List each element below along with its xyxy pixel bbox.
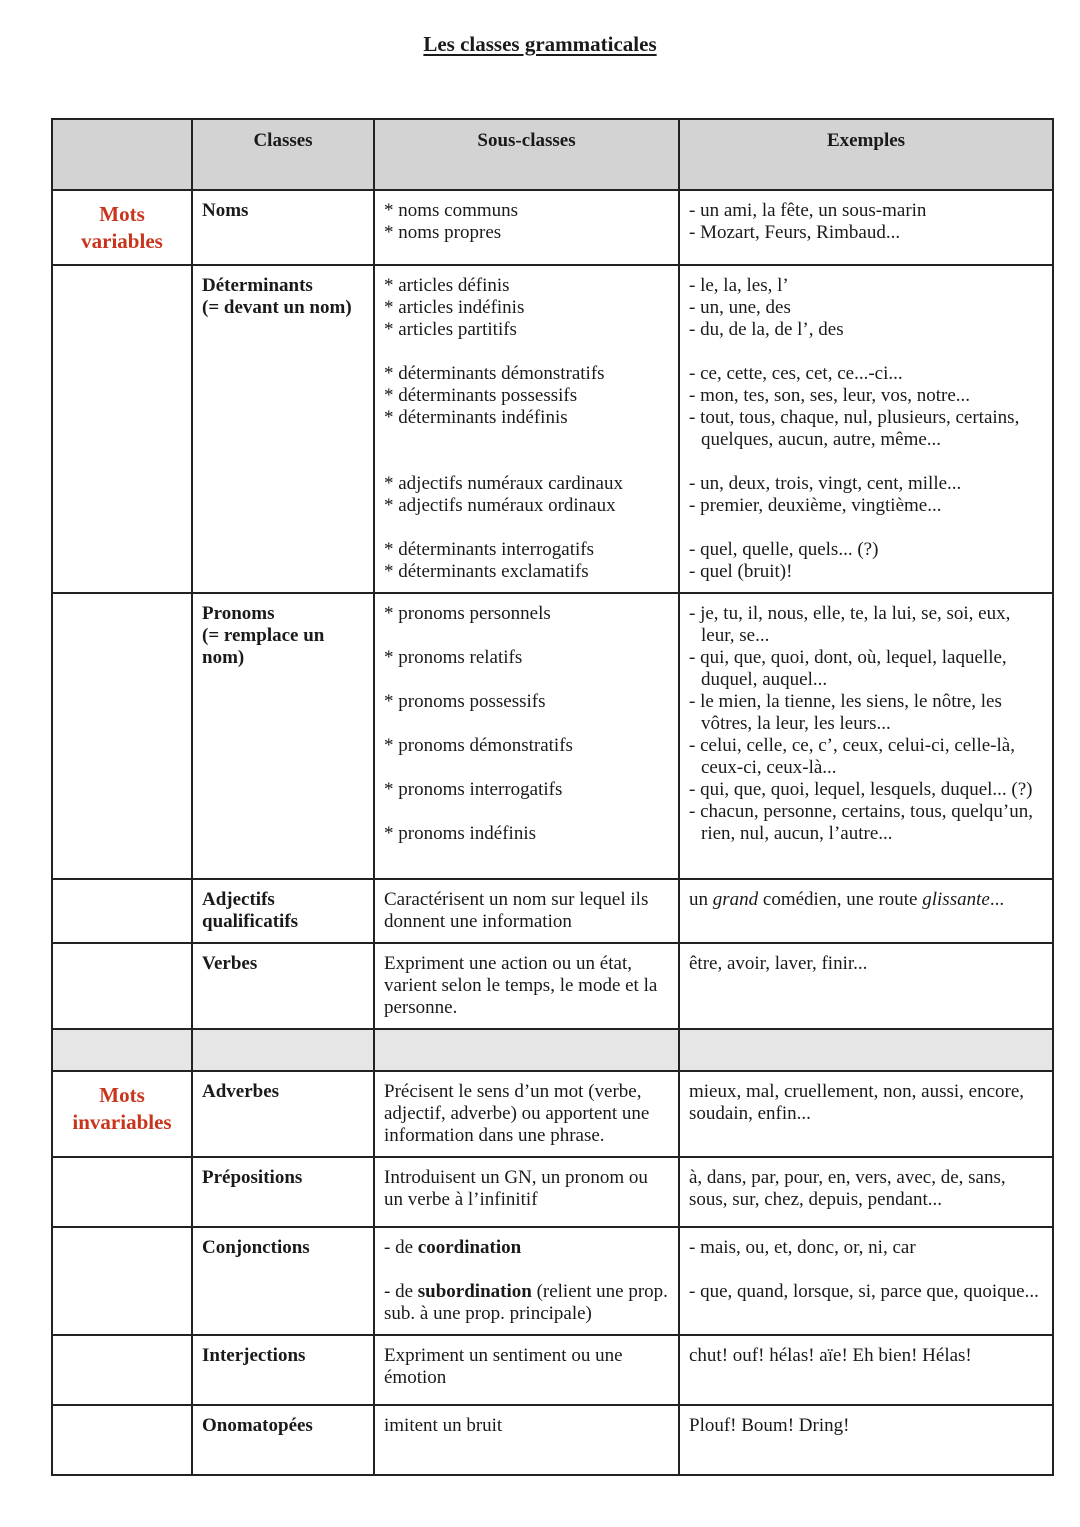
- list-item: * noms propres: [384, 222, 502, 243]
- category-cell-empty: [52, 1335, 192, 1405]
- list-item: - ce, cette, ces, cet, ce...-ci...: [689, 363, 903, 384]
- list-item: - un, une, des: [689, 297, 791, 318]
- class-adjectifs: [192, 879, 374, 943]
- subclass-group: [384, 539, 669, 583]
- class-label: Déterminants: [202, 275, 313, 296]
- subclasses-determinants: [374, 265, 679, 593]
- category-cell-empty: [52, 1227, 192, 1335]
- table-row: [52, 265, 1053, 593]
- class-label: qualificatifs: [202, 911, 299, 932]
- subclasses-pronoms: [374, 593, 679, 879]
- table-row: [52, 1157, 1053, 1227]
- class-noms: Noms: [192, 190, 374, 265]
- examples-pronoms: [679, 593, 1053, 879]
- class-label: Adjectifs: [202, 889, 275, 910]
- page-title: Les classes grammaticales: [423, 32, 657, 56]
- header-exemples: Exemples: [679, 119, 1053, 190]
- list-item: - quel (bruit)!: [689, 561, 793, 582]
- list-item: - que, quand, lorsque, si, parce que, quoique...: [689, 1281, 1039, 1302]
- subclass-detail: (relient une prop. sub. à une prop. principale): [384, 1281, 668, 1324]
- list-item: - un ami, la fête, un sous-marin: [689, 200, 927, 221]
- class-prepositions: Prépositions: [192, 1157, 374, 1227]
- examples-onomatopees: Plouf! Boum! Dring!: [679, 1405, 1053, 1475]
- class-note: (= remplace un: [202, 625, 325, 646]
- list-item: - le mien, la tienne, les siens, le nôtre, les vôtres, la leur, les leurs...: [689, 691, 1002, 734]
- example-text: un: [689, 889, 713, 910]
- header-sous-classes: Sous-classes: [374, 119, 679, 190]
- subclass-keyword: subordination: [417, 1281, 532, 1302]
- subclasses-adverbes: Précisent le sens d’un mot (verbe, adjectif, adverbe) ou apportent une information dans une phrase.: [374, 1071, 679, 1157]
- subclass-group: [384, 275, 669, 341]
- category-cell-empty: [52, 265, 192, 593]
- list-item: * adjectifs numéraux ordinaux: [384, 495, 616, 516]
- example-text: comédien, une route: [758, 889, 923, 910]
- header-category: [52, 119, 192, 190]
- subclass-keyword: coordination: [417, 1237, 522, 1258]
- list-item: * articles indéfinis: [384, 297, 525, 318]
- subclass-group: [384, 473, 669, 517]
- table-row: [52, 1405, 1053, 1475]
- category-invariables: Mots invariables: [52, 1071, 192, 1157]
- list-item: - quel, quelle, quels... (?): [689, 539, 879, 560]
- class-onomatopees: Onomatopées: [192, 1405, 374, 1475]
- list-item: * pronoms interrogatifs: [384, 779, 563, 800]
- section-separator: [52, 1029, 1053, 1071]
- example-group: [689, 363, 1043, 451]
- examples-adverbes: mieux, mal, cruellement, non, aussi, encore, soudain, enfin...: [679, 1071, 1053, 1157]
- subclasses-prepositions: Introduisent un GN, un pronom ou un verbe à l’infinitif: [374, 1157, 679, 1227]
- list-item: * articles partitifs: [384, 319, 517, 340]
- list-item: * pronoms personnels: [384, 603, 551, 624]
- example-text: ...: [989, 889, 1005, 910]
- list-item: * pronoms démonstratifs: [384, 735, 573, 756]
- class-note: nom): [202, 647, 245, 668]
- list-item: * noms communs: [384, 200, 519, 221]
- examples-conjonctions: [679, 1227, 1053, 1335]
- examples-prepositions: à, dans, par, pour, en, vers, avec, de, sans, sous, sur, chez, depuis, pendant...: [679, 1157, 1053, 1227]
- examples-noms: [679, 190, 1053, 265]
- examples-interjections: chut! ouf! hélas! aïe! Eh bien! Hélas!: [679, 1335, 1053, 1405]
- list-item: * pronoms indéfinis: [384, 823, 536, 844]
- subclasses-adjectifs: Caractérisent un nom sur lequel ils donnent une information: [374, 879, 679, 943]
- subclasses-verbes: Expriment une action ou un état, varient selon le temps, le mode et la personne.: [374, 943, 679, 1029]
- example-italic: grand: [712, 889, 759, 910]
- grammar-table: [51, 118, 1054, 1476]
- table-row: [52, 1071, 1053, 1157]
- list-item: - celui, celle, ce, c’, ceux, celui-ci, celle-là, ceux-ci, ceux-là...: [689, 735, 1015, 778]
- subclass-group: [384, 363, 669, 429]
- subclasses-conjonctions: [374, 1227, 679, 1335]
- examples-adjectifs: [679, 879, 1053, 943]
- example-group: [689, 539, 1043, 583]
- examples-verbes: être, avoir, laver, finir...: [679, 943, 1053, 1029]
- list-item: - je, tu, il, nous, elle, te, la lui, se, soi, eux, leur, se...: [689, 603, 1011, 646]
- list-item: * pronoms relatifs: [384, 647, 523, 668]
- subclass-prefix: - de: [384, 1281, 418, 1302]
- list-item: * pronoms possessifs: [384, 691, 546, 712]
- list-item: * adjectifs numéraux cardinaux: [384, 473, 623, 494]
- separator-cell: [52, 1029, 192, 1071]
- class-verbes: Verbes: [192, 943, 374, 1029]
- list-item: * déterminants exclamatifs: [384, 561, 589, 582]
- list-item: - mais, ou, et, donc, or, ni, car: [689, 1237, 916, 1258]
- category-cell-empty: [52, 943, 192, 1029]
- list-item: - qui, que, quoi, lequel, lesquels, duquel... (?): [689, 779, 1033, 800]
- list-item: - premier, deuxième, vingtième...: [689, 495, 942, 516]
- list-item: - le, la, les, l’: [689, 275, 789, 296]
- separator-cell: [192, 1029, 374, 1071]
- separator-cell: [679, 1029, 1053, 1071]
- table-row: [52, 593, 1053, 879]
- list-item: - tout, tous, chaque, nul, plusieurs, certains, quelques, aucun, autre, même...: [689, 407, 1020, 450]
- class-pronoms: [192, 593, 374, 879]
- subclasses-interjections: Expriment un sentiment ou une émotion: [374, 1335, 679, 1405]
- list-item: - un, deux, trois, vingt, cent, mille...: [689, 473, 962, 494]
- class-note: (= devant un nom): [202, 297, 352, 318]
- category-cell-empty: [52, 1157, 192, 1227]
- list-item: * déterminants indéfinis: [384, 407, 568, 428]
- table-row: [52, 879, 1053, 943]
- example-group: [689, 473, 1043, 517]
- list-item: - mon, tes, son, ses, leur, vos, notre...: [689, 385, 971, 406]
- class-conjonctions: Conjonctions: [192, 1227, 374, 1335]
- header-classes: Classes: [192, 119, 374, 190]
- table-row: [52, 1335, 1053, 1405]
- subclass-subordination: [384, 1281, 669, 1325]
- list-item: * déterminants interrogatifs: [384, 539, 594, 560]
- list-item: * déterminants possessifs: [384, 385, 578, 406]
- category-cell-empty: [52, 1405, 192, 1475]
- separator-cell: [374, 1029, 679, 1071]
- subclasses-noms: [374, 190, 679, 265]
- list-item: - Mozart, Feurs, Rimbaud...: [689, 222, 901, 243]
- category-variables: Mots variables: [52, 190, 192, 265]
- table-row: [52, 943, 1053, 1029]
- table-row: [52, 190, 1053, 265]
- examples-determinants: [679, 265, 1053, 593]
- list-item: * déterminants démonstratifs: [384, 363, 605, 384]
- subclass-coordination: [384, 1237, 669, 1259]
- class-interjections: Interjections: [192, 1335, 374, 1405]
- list-item: * articles définis: [384, 275, 510, 296]
- category-cell-empty: [52, 879, 192, 943]
- table-row: [52, 1227, 1053, 1335]
- list-item: - qui, que, quoi, dont, où, lequel, laquelle, duquel, auquel...: [689, 647, 1007, 690]
- example-group: [689, 275, 1043, 341]
- example-italic: glissante: [922, 889, 990, 910]
- table-header-row: [52, 119, 1053, 190]
- class-adverbes: Adverbes: [192, 1071, 374, 1157]
- list-item: - du, de la, de l’, des: [689, 319, 844, 340]
- class-determinants: [192, 265, 374, 593]
- subclasses-onomatopees: imitent un bruit: [374, 1405, 679, 1475]
- class-label: Pronoms: [202, 603, 275, 624]
- subclass-prefix: - de: [384, 1237, 418, 1258]
- category-cell-empty: [52, 593, 192, 879]
- list-item: - chacun, personne, certains, tous, quelqu’un, rien, nul, aucun, l’autre...: [689, 801, 1034, 844]
